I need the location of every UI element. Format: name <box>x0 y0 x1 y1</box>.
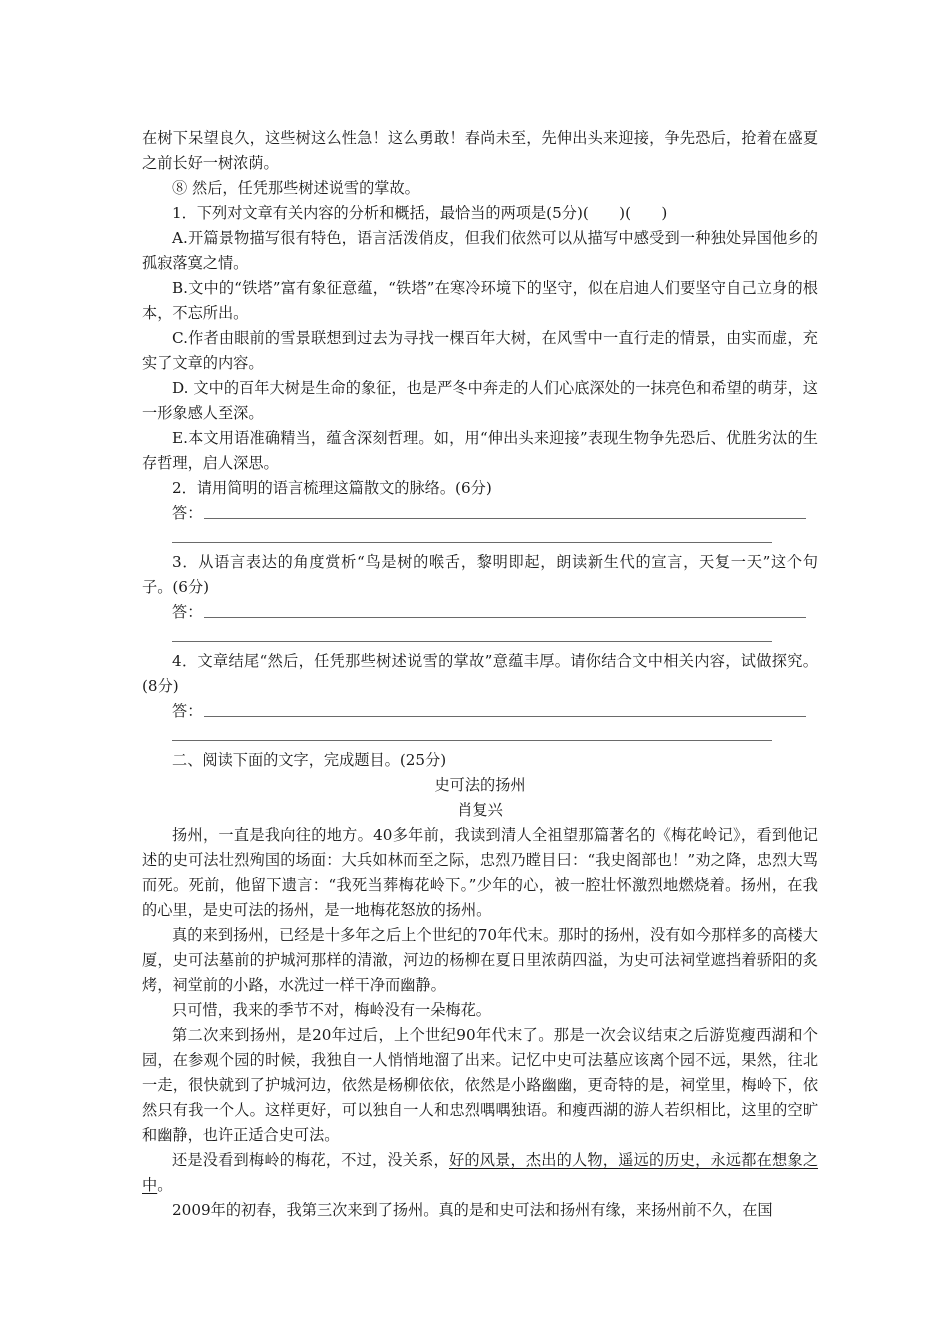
article-title: 史可法的扬州 <box>434 776 526 794</box>
question-1-option-e: E.本文用语准确精当，蕴含深刻哲理。如，用“伸出头来迎接”表现生物争先恐后、优胜劣汰的生存哲理，启人深思。 <box>142 429 818 472</box>
article-para-5 <box>142 1148 818 1198</box>
answer-line-q4-1[interactable] <box>204 716 806 717</box>
question-1-option-d: D. 文中的百年大树是生命的象征，也是严冬中奔走的人们心底深处的一抹亮色和希望的萌芽，这一形象感人至深。 <box>142 379 818 422</box>
question-1-option-a: A.开篇景物描写很有特色，语言活泼俏皮，但我们依然可以从描写中感受到一种独处异国他乡的孤寂落寞之情。 <box>142 229 818 272</box>
article-para-5-underlined: 好的风景，杰出的人物，遥远的历史，永远都在想象之中 <box>142 1151 819 1194</box>
answer-label-q4: 答： <box>172 702 203 720</box>
question-1-option-c: C.作者由眼前的雪景联想到过去为寻找一棵百年大树，在风雪中一直行走的情景，由实而虚，充实了文章的内容。 <box>142 329 818 372</box>
answer-line-q2-1[interactable] <box>204 518 806 519</box>
article-para-1: 扬州，一直是我向往的地方。40多年前，我读到清人全祖望那篇著名的《梅花岭记》，看到他记述的史可法壮烈殉国的场面：大兵如林而至之际，忠烈乃瞠目曰：“我史阁部也！”劝之降，忠烈大骂而死。死前，他留下遗言：“我死当葬梅花岭下。”少年的心，被一腔壮怀激烈地燃烧着。扬州，在我的心里，是史可法的扬州，是一地梅花怒放的扬州。 <box>142 826 818 919</box>
para-8: ⑧ 然后，任凭那些树述说雪的掌故。 <box>172 179 420 197</box>
para-7-continuation: 在树下呆望良久，这些树这么性急！这么勇敢！春尚未至，先伸出头来迎接，争先恐后，抢着在盛夏之前长好一树浓荫。 <box>142 129 818 172</box>
answer-label-q2: 答： <box>172 504 203 522</box>
article-author: 肖复兴 <box>457 801 503 819</box>
question-1-option-b: B.文中的“铁塔”富有象征意蕴，“铁塔”在寒冷环境下的坚守，似在启迪人们要坚守自己立身的根本，不忘所出。 <box>142 279 818 322</box>
answer-line-q4-2[interactable] <box>172 740 772 741</box>
question-4: 4．文章结尾“然后，任凭那些树述说雪的掌故”意蕴丰厚。请你结合文中相关内容，试做探究。(8分) <box>142 652 818 695</box>
answer-line-q3-1[interactable] <box>204 617 806 618</box>
article-para-3: 只可惜，我来的季节不对，梅岭没有一朵梅花。 <box>172 1001 491 1019</box>
article-para-2: 真的来到扬州，已经是十多年之后上个世纪的70年代末。那时的扬州，没有如今那样多的高楼大厦，史可法墓前的护城河那样的清澈，河边的杨柳在夏日里浓荫四溢，为史可法祠堂遮挡着骄阳的炙烤，祠堂前的小路，水洗过一样干净而幽静。 <box>142 926 818 994</box>
article-para-5-text: 还是没看到梅岭的梅花，不过，没关系， <box>172 1151 449 1169</box>
article-para-6: 2009年的初春，我第三次来到了扬州。真的是和史可法和扬州有缘，来扬州前不久，在国 <box>172 1201 773 1219</box>
section-2-heading: 二、阅读下面的文字，完成题目。(25分) <box>172 751 447 769</box>
question-1-stem: 1．下列对文章有关内容的分析和概括，最恰当的两项是(5分)( )( ) <box>172 204 668 222</box>
answer-label-q3: 答： <box>172 603 203 621</box>
article-para-4: 第二次来到扬州，是20年过后，上个世纪90年代末了。那是一次会议结束之后游览瘦西湖和个园，在参观个园的时候，我独自一人悄悄地溜了出来。记忆中史可法墓应该离个园不远，果然，往北一走，很快就到了护城河边，依然是杨柳依依，依然是小路幽幽，更奇特的是，祠堂里，梅岭下，依然只有我一个人。这样更好，可以独自一人和忠烈喁喁独语。和瘦西湖的游人若织相比，这里的空旷和幽静，也许正适合史可法。 <box>142 1026 818 1144</box>
answer-line-q3-2[interactable] <box>172 641 772 642</box>
article-para-5-end: 。 <box>157 1176 173 1194</box>
answer-line-q2-2[interactable] <box>172 542 772 543</box>
question-2: 2．请用简明的语言梳理这篇散文的脉络。(6分) <box>172 479 492 497</box>
question-3: 3．从语言表达的角度赏析“鸟是树的喉舌，黎明即起，朗读新生代的宣言，天复一天”这个句子。(6分) <box>142 553 818 596</box>
